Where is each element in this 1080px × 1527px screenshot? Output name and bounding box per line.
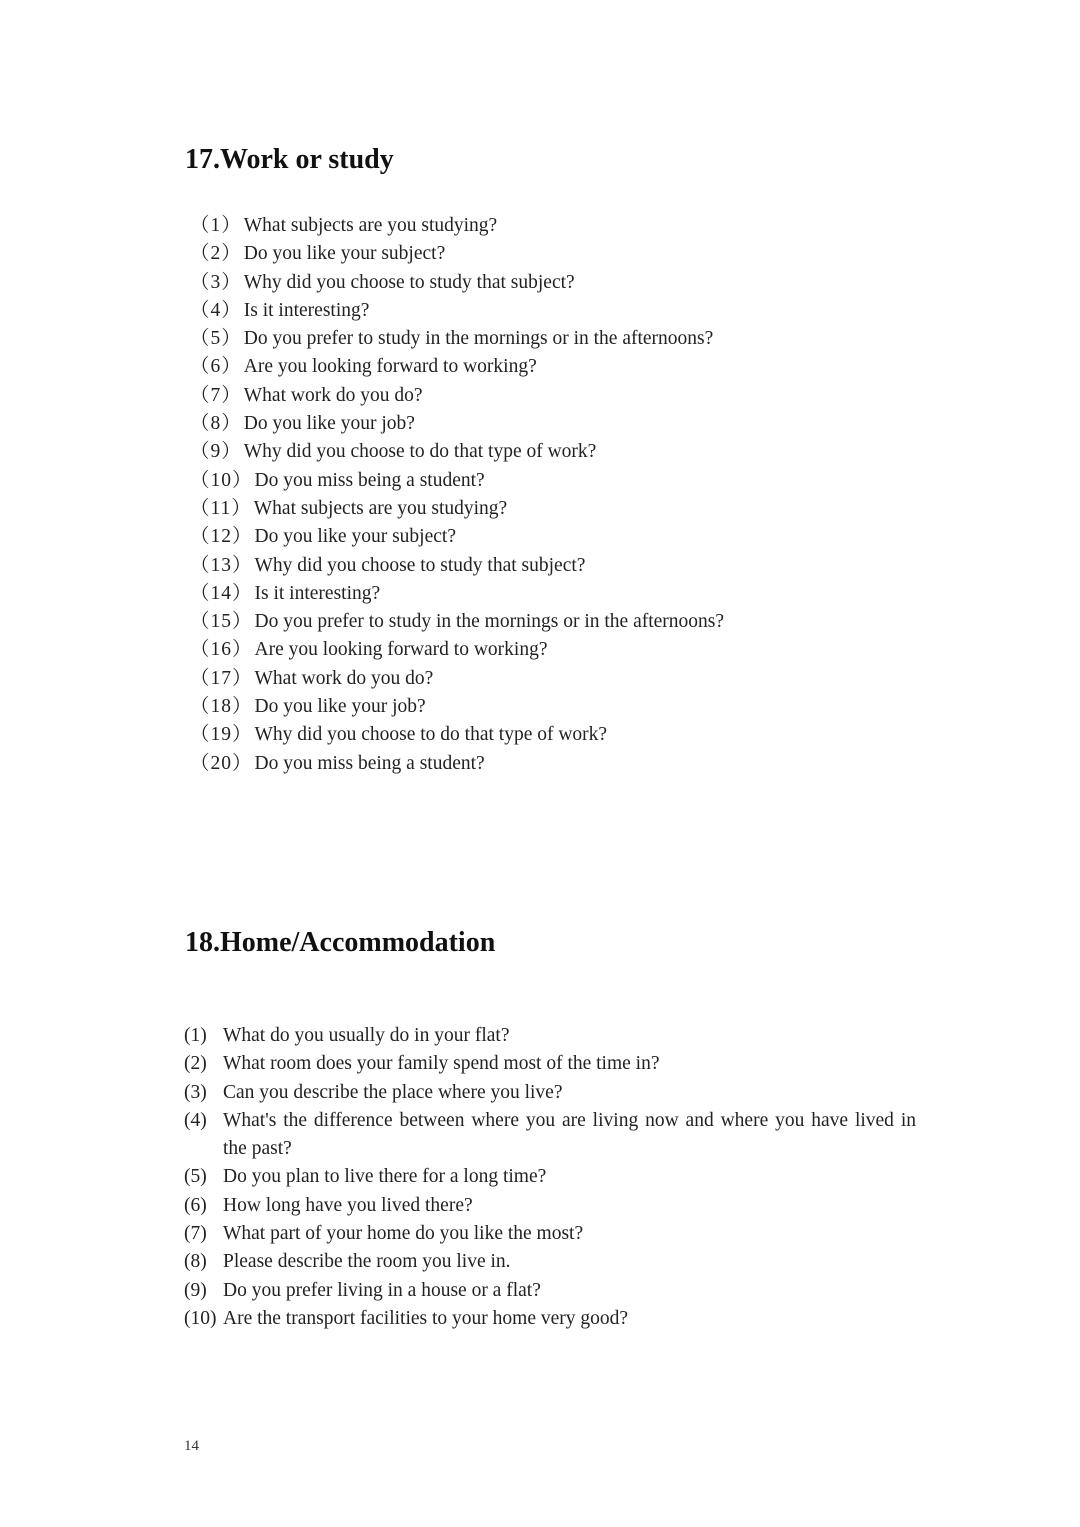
section-title-work-or-study: 17.Work or study — [185, 144, 394, 175]
question-number: (2) — [184, 1053, 207, 1075]
question-list-home-accommodation — [184, 1022, 916, 1333]
question-item — [190, 438, 890, 466]
question-item — [190, 410, 890, 438]
question-item — [184, 1305, 916, 1333]
question-text: Do you like your subject? — [254, 526, 456, 548]
question-text: Are the transport facilities to your home very good? — [223, 1307, 629, 1329]
question-text: Do you like your job? — [243, 413, 415, 435]
question-text: What work do you do? — [254, 667, 434, 689]
question-item — [190, 580, 890, 608]
question-item — [190, 750, 890, 778]
question-item — [190, 325, 890, 353]
question-text: Do you miss being a student? — [254, 469, 485, 491]
question-text: Can you describe the place where you live? — [223, 1081, 563, 1103]
question-text: Do you like your job? — [254, 696, 426, 718]
question-number: （6） — [190, 356, 242, 378]
question-item — [184, 1050, 916, 1078]
question-item — [184, 1192, 916, 1220]
question-number: (4) — [184, 1109, 207, 1131]
question-number: （9） — [190, 441, 242, 463]
question-item — [190, 636, 890, 664]
question-number: （13） — [190, 554, 253, 576]
question-text: Why did you choose to study that subject? — [254, 554, 586, 576]
question-text: Please describe the room you live in. — [223, 1251, 511, 1273]
question-item — [190, 467, 890, 495]
question-item — [190, 269, 890, 297]
question-number: (9) — [184, 1279, 207, 1301]
question-text: What room does your family spend most of the time in? — [223, 1053, 660, 1075]
page-number: 14 — [184, 1438, 199, 1454]
question-text: Is it interesting? — [243, 299, 370, 321]
question-number: （17） — [190, 667, 253, 689]
question-text: How long have you lived there? — [223, 1194, 473, 1216]
question-text: What subjects are you studying? — [243, 215, 498, 236]
question-item — [184, 1248, 916, 1276]
question-item — [190, 495, 890, 523]
question-number: （20） — [190, 752, 253, 774]
question-number: (8) — [184, 1251, 207, 1273]
question-text: Why did you choose to do that type of work? — [254, 724, 608, 746]
question-number: （3） — [190, 271, 242, 293]
section-title-home-accommodation: 18.Home/Accommodation — [185, 927, 496, 958]
question-item — [190, 523, 890, 551]
question-number: （10） — [190, 469, 253, 491]
question-number: （8） — [190, 413, 242, 435]
question-text: Is it interesting? — [254, 582, 381, 604]
question-text: Do you prefer to study in the mornings or in the afternoons? — [254, 611, 725, 633]
question-number: （12） — [190, 526, 253, 548]
question-text: Are you looking forward to working? — [243, 356, 537, 378]
question-text: What do you usually do in your flat? — [223, 1025, 510, 1046]
question-text: Why did you choose to study that subject? — [243, 271, 575, 293]
question-text: Why did you choose to do that type of work? — [243, 441, 597, 463]
question-number: （4） — [190, 299, 242, 321]
question-number: (1) — [184, 1025, 207, 1046]
question-item — [190, 608, 890, 636]
question-text: What part of your home do you like the most? — [223, 1223, 584, 1245]
question-number: （16） — [190, 639, 253, 661]
question-text: What's the difference between where you are living now and where you have lived in the past? — [223, 1109, 916, 1160]
question-number: （2） — [190, 243, 242, 265]
question-item — [184, 1277, 916, 1305]
question-text: Do you plan to live there for a long time? — [223, 1166, 547, 1188]
question-number: (6) — [184, 1194, 207, 1216]
question-item — [184, 1079, 916, 1107]
question-item — [190, 240, 890, 268]
question-item — [190, 721, 890, 749]
question-text: Are you looking forward to working? — [254, 639, 548, 661]
question-text: Do you like your subject? — [243, 243, 446, 265]
question-item — [190, 212, 890, 240]
question-text: Do you prefer living in a house or a flat? — [223, 1279, 541, 1301]
question-text: Do you prefer to study in the mornings or in the afternoons? — [243, 328, 714, 350]
question-item — [190, 297, 890, 325]
question-item — [190, 693, 890, 721]
question-text: What subjects are you studying? — [253, 497, 508, 519]
question-item — [184, 1022, 916, 1050]
question-number: （15） — [190, 611, 253, 633]
question-number: （19） — [190, 724, 253, 746]
question-number: (5) — [184, 1166, 207, 1188]
question-number: （7） — [190, 384, 242, 406]
question-number: （5） — [190, 328, 242, 350]
question-item — [184, 1220, 916, 1248]
question-number: (10) — [184, 1307, 217, 1329]
question-item — [190, 665, 890, 693]
question-number: (7) — [184, 1223, 207, 1245]
question-number: (3) — [184, 1081, 207, 1103]
question-text: What work do you do? — [243, 384, 423, 406]
question-number: （11） — [190, 497, 252, 519]
question-item — [184, 1107, 916, 1164]
question-item — [190, 353, 890, 381]
question-number: （1） — [190, 215, 242, 236]
question-text: Do you miss being a student? — [254, 752, 485, 774]
question-list-work-or-study — [190, 212, 890, 778]
question-item — [184, 1163, 916, 1191]
question-number: （14） — [190, 582, 253, 604]
question-item — [190, 552, 890, 580]
question-number: （18） — [190, 696, 253, 718]
question-item — [190, 382, 890, 410]
